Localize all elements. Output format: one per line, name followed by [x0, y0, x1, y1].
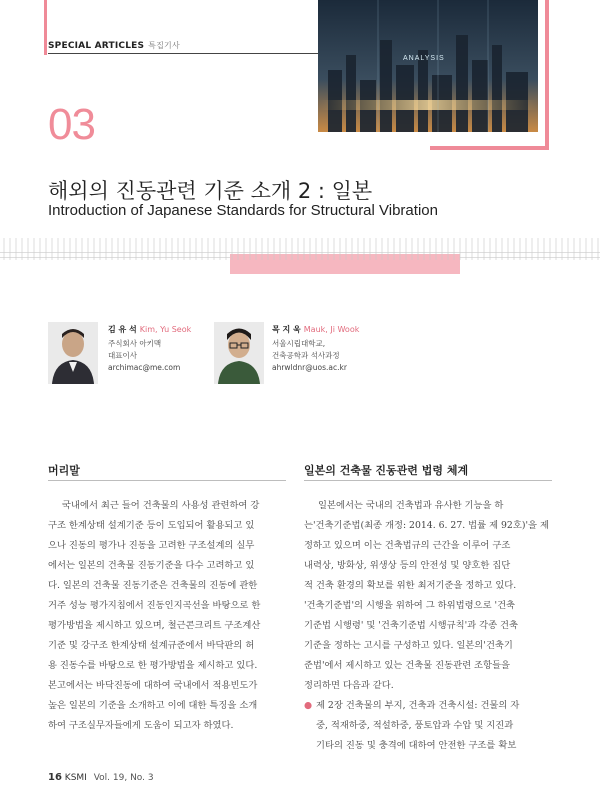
- right-section-title: 일본의 건축물 진동관련 법령 체계: [304, 464, 469, 477]
- right-section-body: [304, 496, 552, 756]
- author-email-2[interactable]: ahrwldnr@uos.ac.kr: [272, 363, 347, 372]
- hero-image: [318, 0, 538, 132]
- author-name-ko-1: 김 유 석: [108, 325, 137, 334]
- body-line: 용 진동수를 바탕으로 한 평가방법을 제시하고 있다.: [48, 660, 258, 671]
- article-number: 03: [48, 100, 95, 149]
- article-title-en: Introduction of Japanese Standards for Structural Vibration: [48, 202, 438, 219]
- body-line: 내력상, 방화상, 위생상 등의 안전성 및 양호한 집단: [304, 560, 511, 571]
- right-section-rule: [304, 480, 552, 481]
- author-email-1[interactable]: archimac@me.com: [108, 363, 181, 372]
- accent-line-right-horizontal: [430, 146, 549, 150]
- author-position-1: 대표이사: [108, 351, 137, 360]
- page-footer: [48, 772, 154, 783]
- body-line: 는'건축기준법(최종 개정: 2014. 6. 27. 법률 제 92호)'을 제: [304, 520, 549, 531]
- author-affiliation-1: 주식회사 아키맥: [108, 339, 162, 348]
- author-info-1: [108, 324, 191, 374]
- accent-line-right: [545, 0, 549, 150]
- author-photo-1: [48, 322, 98, 384]
- author-name-ko-2: 목 지 욱: [272, 325, 301, 334]
- author-info-2: [272, 324, 359, 374]
- body-line: 기준법 시행령' 및 '건축기준법 시행규칙'과 각종 건축: [304, 620, 518, 631]
- accent-line-top: [44, 0, 47, 55]
- body-line: 기준을 정하는 고시를 구성하고 있다. 일본의'건축기: [304, 640, 513, 651]
- body-line: 국내에서 최근 들어 건축물의 사용성 관련하여 강: [62, 500, 260, 511]
- author-name-2: [272, 324, 359, 335]
- body-line: 정하고 있으며 이는 건축법규의 근간을 이루어 구조: [304, 540, 511, 551]
- author-position-2: 건축공학과 석사과정: [272, 351, 340, 360]
- author-photo-2: [214, 322, 264, 384]
- bullet-dot-icon: ●: [304, 700, 313, 711]
- hero-overlay-text: ANALYSIS: [403, 55, 445, 62]
- body-line: 적 건축 환경의 확보를 위한 최저기준을 정하고 있다.: [304, 580, 517, 591]
- section-label: [48, 40, 180, 51]
- left-section-body: [48, 496, 286, 736]
- body-line: 구조 한계상태 설계기준 등이 도입되어 활용되고 있: [48, 520, 255, 531]
- body-line: 평가방법을 제시하고 있으며, 철근콘크리트 구조계산: [48, 620, 261, 631]
- body-line: 정리하면 다음과 같다.: [304, 680, 394, 691]
- body-line: 에서는 일본의 건축물 진동기준을 다수 고려하고 있: [48, 560, 255, 571]
- body-line: 거주 성능 평가지침에서 진동인지곡선을 바탕으로 한: [48, 600, 261, 611]
- body-line: 본고에서는 바닥진동에 대하여 국내에서 적용빈도가: [48, 680, 258, 691]
- bullet-line: 제 2장 건축물의 부지, 건축과 건축시설: 건물의 자: [316, 700, 520, 711]
- left-section-title: 머리말: [48, 464, 80, 477]
- body-line: 기준 및 강구조 한계상태 설계규준에서 바닥판의 허: [48, 640, 255, 651]
- author-name-en-1: Kim, Yu Seok: [139, 325, 192, 334]
- author-name-en-2: Mauk, Ji Wook: [303, 325, 360, 334]
- body-line: 일본에서는 국내의 건축법과 유사한 기능을 하: [318, 500, 504, 511]
- decorative-grid: [0, 238, 600, 274]
- section-label-ko: 특집기사: [148, 41, 180, 50]
- left-section-rule: [48, 480, 286, 481]
- body-line: 다. 일본의 건축물 진동기준은 건축물의 진동에 관한: [48, 580, 258, 591]
- section-label-en: SPECIAL ARTICLES: [48, 41, 145, 51]
- bullet-line: 기타의 진동 및 충격에 대하여 안전한 구조를 확보: [316, 740, 517, 751]
- article-title-ko: 해외의 진동관련 기준 소개 2 : 일본: [48, 179, 373, 203]
- body-line: 으나 진동의 평가나 진동을 고려한 구조설계의 실무: [48, 540, 255, 551]
- body-line: 준법'에서 제시하고 있는 건축물 진동관련 조항들을: [304, 660, 510, 671]
- bullet-item: [304, 696, 552, 756]
- body-line: 높은 일본의 기준을 소개하고 이에 대한 특징을 소개: [48, 700, 258, 711]
- author-affiliation-2: 서울시립대학교,: [272, 339, 326, 348]
- body-line: '건축기준법'의 시행을 위하여 그 하위법령으로 '건축: [304, 600, 516, 611]
- journal-issue: Vol. 19, No. 3: [93, 773, 154, 783]
- body-line: 하여 구조실무자들에게 도움이 되고자 하였다.: [48, 720, 234, 731]
- page-number: 16: [48, 772, 62, 783]
- author-name-1: [108, 324, 191, 335]
- journal-name: KSMI: [64, 773, 87, 783]
- bullet-line: 중, 적재하중, 적설하중, 풍토압과 수압 및 지진과: [316, 720, 514, 731]
